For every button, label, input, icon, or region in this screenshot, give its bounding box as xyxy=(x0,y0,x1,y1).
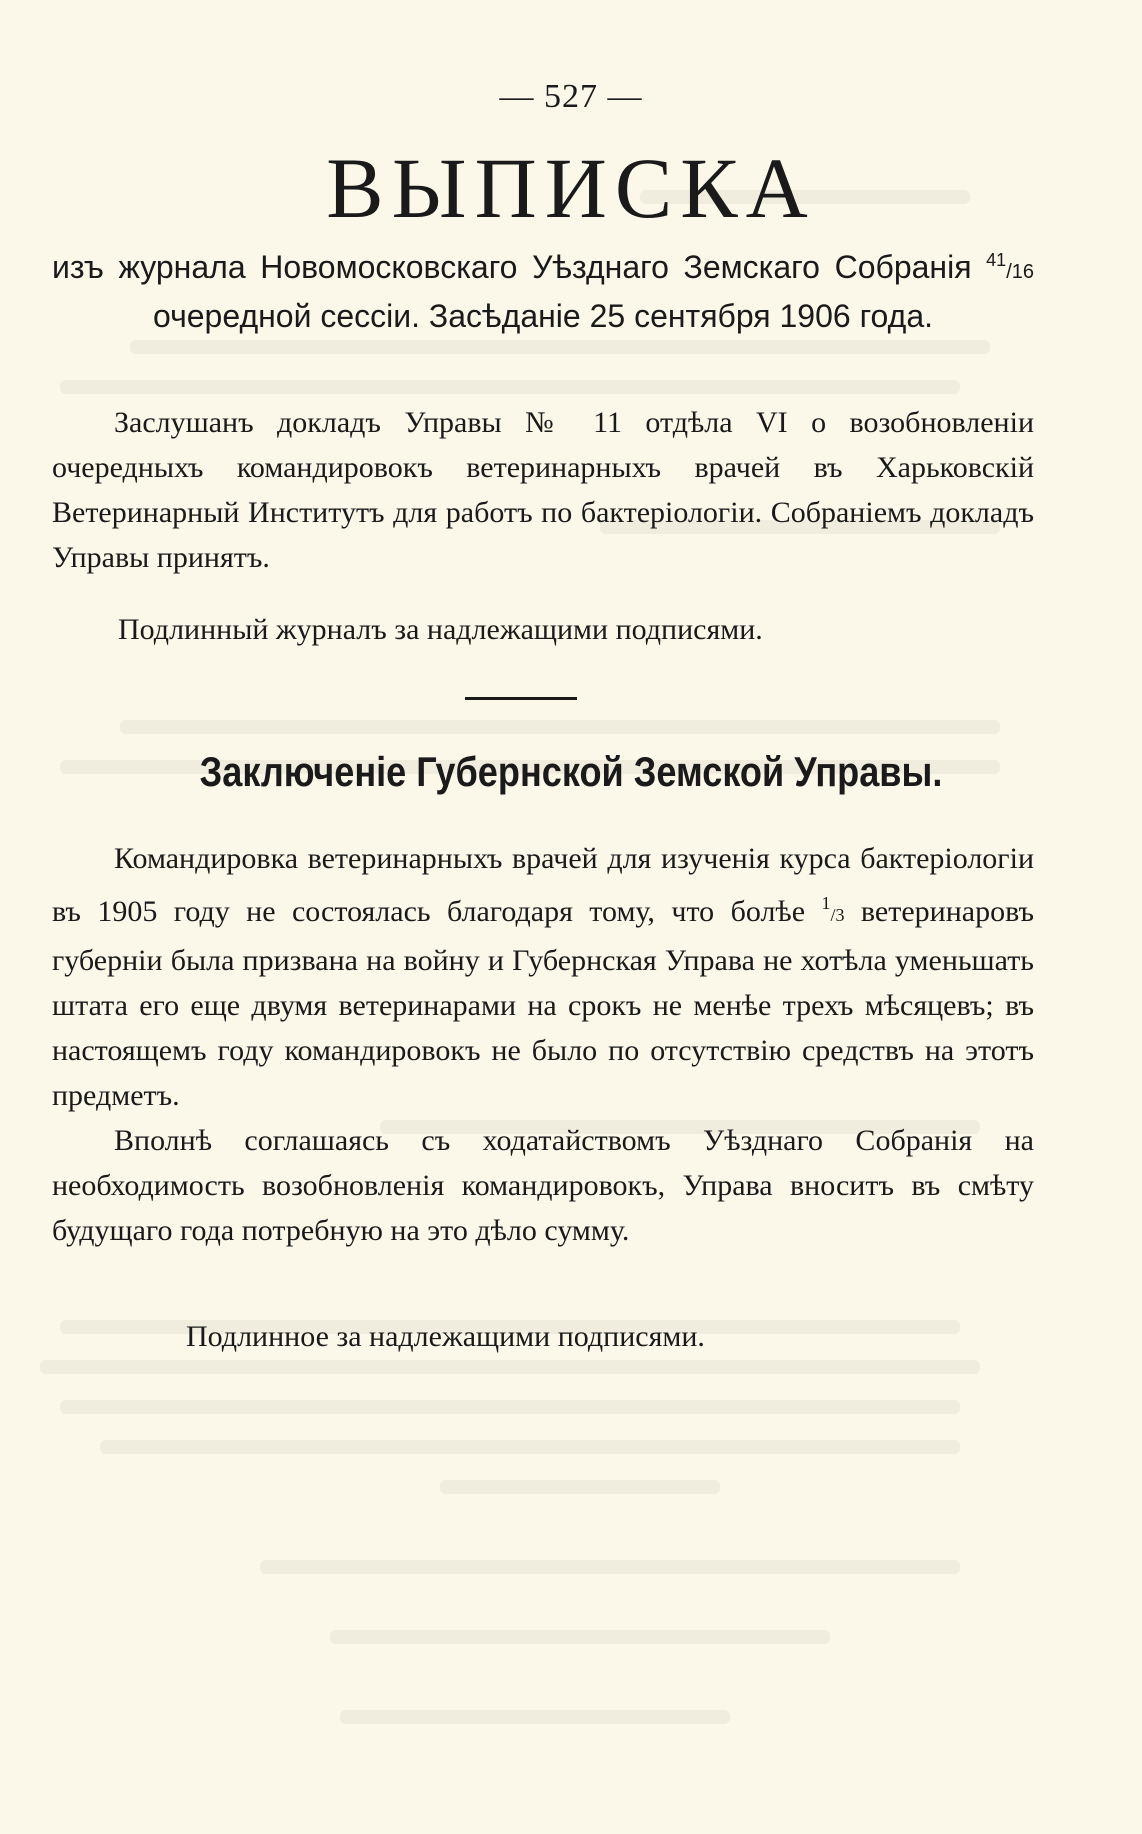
journal-signature-note: Подлинный журналъ за надлежащими подписями. xyxy=(118,613,763,646)
conclusion-paragraph-1 xyxy=(52,836,1034,1118)
subtitle-text-start: изъ журнала Новомосковскаго Уѣзднаго Земскаго Собранія xyxy=(52,249,987,285)
document-subtitle xyxy=(52,238,1034,338)
conclusion-signature-note: Подлинное за надлежащими подписями. xyxy=(186,1320,705,1353)
section-heading: Заключеніе Губернской Земской Управы. xyxy=(199,748,943,795)
conclusion-section xyxy=(52,836,1034,1253)
section-divider xyxy=(465,697,577,700)
subtitle-text-end: очередной сессіи. Засѣданіе 25 сентября 1906 года. xyxy=(152,298,933,334)
report-paragraph: Заслушанъ докладъ Управы № 11 отдѣла VI о возобновленіи очередныхъ командировокъ ветеринарныхъ врачей въ Харьковскій Ветеринарный Институтъ для работъ по бактеріологіи. Собраніемъ докладъ Управы принятъ. xyxy=(52,406,1034,574)
conclusion-text-start: Командировка ветеринарныхъ врачей для изученія курса бактеріологіи въ 1905 году не состоялась благодаря тому, что болѣе xyxy=(52,842,1034,928)
fraction-numerator: 1 xyxy=(821,893,831,913)
session-number-denominator: /16 xyxy=(1006,261,1034,283)
conclusion-paragraph-2: Вполнѣ соглашаясь съ ходатайствомъ Уѣзднаго Собранія на необходимость возобновленія командировокъ, Управа вноситъ въ смѣту будущаго года потребную на это дѣло сумму. xyxy=(52,1124,1034,1247)
report-section xyxy=(52,400,1034,580)
document-title: ВЫПИСКА xyxy=(326,140,816,236)
fraction-denominator: /3 xyxy=(830,905,845,925)
conclusion-text-end: ветеринаровъ губерніи была призвана на войну и Губернская Управа не хотѣла уменьшать штата его еще двумя ветеринарами на срокъ не менѣе трехъ мѣсяцевъ; въ настоящемъ году командировокъ не было по отсутствію средствъ на этотъ предметъ. xyxy=(52,895,1034,1112)
session-number-numerator: 41 xyxy=(986,250,1007,270)
page-number: — 527 — xyxy=(499,78,643,115)
